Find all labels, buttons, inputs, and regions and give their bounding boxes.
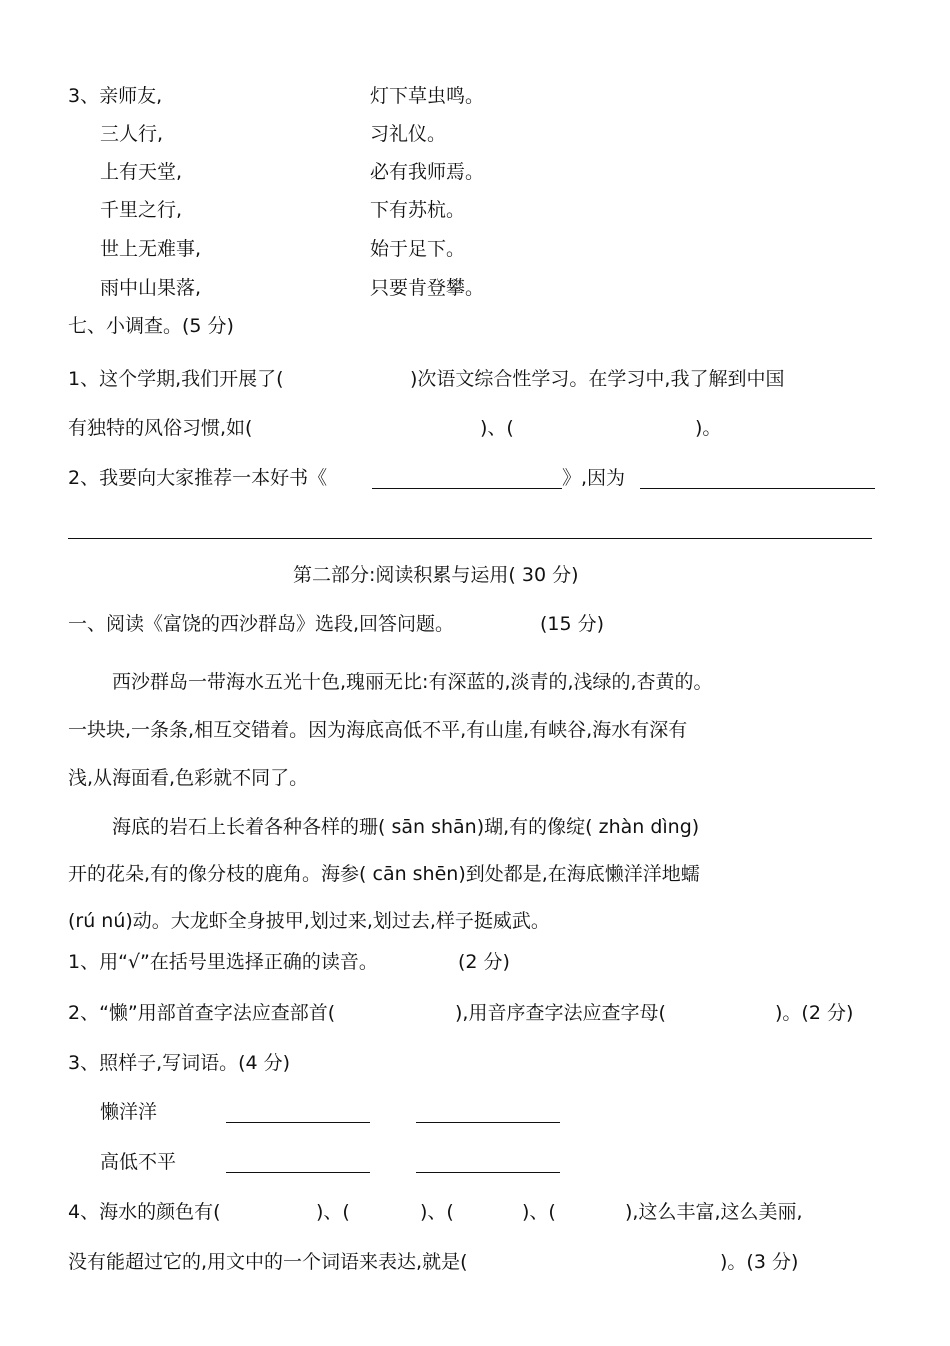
couplet-right-3: 必有我师焉。 [370, 161, 485, 183]
survey-q1-text-c: 有独特的风俗习惯,如( [68, 417, 253, 439]
question-2-text-c: )。(2 分) [775, 1002, 854, 1024]
question-4-text-a: 4、海水的颜色有( [68, 1201, 221, 1223]
survey-q1-text-a: 1、这个学期,我们开展了( [68, 368, 284, 390]
couplet-right-4: 下有苏杭。 [370, 199, 466, 221]
question-4-text-e: ),这么丰富,这么美丽, [625, 1201, 803, 1223]
reason-blank-2[interactable] [68, 538, 872, 539]
question-3: 3、照样子,写词语。(4 分) [68, 1052, 291, 1074]
question-1: 1、用“√”在括号里选择正确的读音。 [68, 951, 378, 973]
couplet-left-2: 三人行, [100, 123, 164, 145]
survey-q2-text-b: 》,因为 [562, 467, 626, 489]
word-blank-2[interactable] [416, 1122, 560, 1123]
couplet-left-6: 雨中山果落, [100, 277, 202, 299]
survey-q2-text-a: 2、我要向大家推荐一本好书《 [68, 467, 328, 489]
passage-p1-line1: 西沙群岛一带海水五光十色,瑰丽无比:有深蓝的,淡青的,浅绿的,杏黄的。 [112, 671, 713, 693]
question-1-points: (2 分) [458, 951, 510, 973]
question-4-text-g: )。(3 分) [720, 1251, 799, 1273]
passage-p2-line3: (rú nú)动。大龙虾全身披甲,划过来,划过去,样子挺威武。 [68, 910, 550, 932]
passage-p2-line1: 海底的岩石上长着各种各样的珊( sān shān)瑚,有的像绽( zhàn dìng) [112, 816, 700, 838]
example-word-2: 高低不平 [100, 1151, 177, 1173]
question-2-text-b: ),用音序查字法应查字母( [455, 1002, 666, 1024]
question-4-text-f: 没有能超过它的,用文中的一个词语来表达,就是( [68, 1251, 468, 1273]
survey-q1-text-e: )。 [695, 417, 722, 439]
couplet-left-4: 千里之行, [100, 199, 183, 221]
couplet-right-2: 习礼仪。 [370, 123, 447, 145]
question-4-text-d: )、( [522, 1201, 556, 1223]
book-title-blank[interactable] [372, 488, 562, 489]
passage-p1-line3: 浅,从海面看,色彩就不同了。 [68, 767, 309, 789]
reading-heading: 一、阅读《富饶的西沙群岛》选段,回答问题。 [68, 613, 455, 635]
question-4-text-b: )、( [316, 1201, 350, 1223]
example-word-1: 懒洋洋 [100, 1101, 158, 1123]
survey-heading: 七、小调查。(5 分) [68, 315, 234, 337]
survey-q1-text-d: )、( [480, 417, 514, 439]
couplet-left-1: 3、亲师友, [68, 85, 163, 107]
passage-p1-line2: 一块块,一条条,相互交错着。因为海底高低不平,有山崖,有峡谷,海水有深有 [68, 719, 688, 741]
reason-blank-1[interactable] [640, 488, 875, 489]
survey-q1-text-b: )次语文综合性学习。在学习中,我了解到中国 [410, 368, 785, 390]
word-blank-3[interactable] [226, 1172, 370, 1173]
reading-points: (15 分) [540, 613, 605, 635]
couplet-right-1: 灯下草虫鸣。 [370, 85, 485, 107]
question-2-text-a: 2、“懒”用部首查字法应查部首( [68, 1002, 336, 1024]
couplet-left-3: 上有天堂, [100, 161, 183, 183]
passage-p2-line2: 开的花朵,有的像分枝的鹿角。海参( cān shēn)到处都是,在海底懒洋洋地蠕 [68, 863, 700, 885]
word-blank-4[interactable] [416, 1172, 560, 1173]
couplet-right-5: 始于足下。 [370, 238, 466, 260]
word-blank-1[interactable] [226, 1122, 370, 1123]
couplet-left-5: 世上无难事, [100, 238, 202, 260]
question-4-text-c: )、( [420, 1201, 454, 1223]
couplet-right-6: 只要肯登攀。 [370, 277, 485, 299]
part2-title: 第二部分:阅读积累与运用( 30 分) [293, 564, 579, 586]
